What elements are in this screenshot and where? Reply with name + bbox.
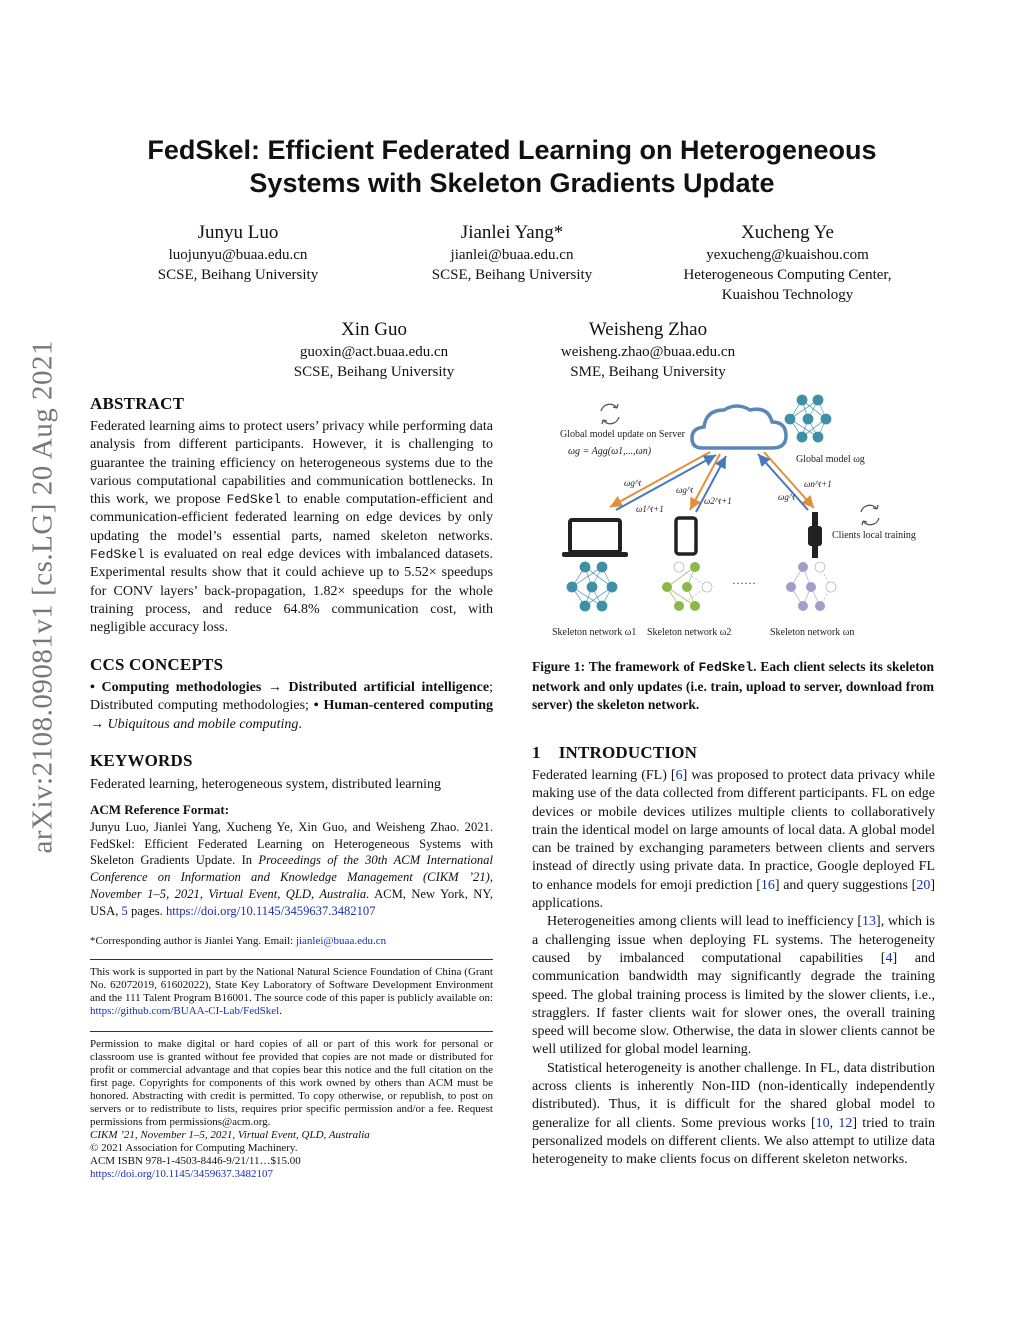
paragraph: Statistical heterogeneity is another challenge. In FL, data distribution across clients is inherently Non-IID (non-identically independently distributed). Thus, it is difficult for the shared global model to generalize for all clients. Some previous works [10, 12] tried to train personalized models on different clients. We also attempt to utilize data heterogeneity to make clients focus on different skeleton networks. <box>532 1060 936 1168</box>
skeleton-label: Skeleton network ω1 <box>552 627 637 638</box>
citation-link[interactable]: 10 <box>815 1115 830 1131</box>
skeleton-network-1 <box>567 562 617 611</box>
author-affiliation: SCSE, Beihang University <box>293 364 455 380</box>
permission-doi-link[interactable]: https://doi.org/10.1145/3459637.3482107 <box>90 1168 274 1180</box>
figure-caption: Figure 1: The framework of FedSkel. Each client selects its skeleton network and only updates (i.e. train, upload to server, download from server) the skeleton network. <box>532 659 934 712</box>
author-affiliation: Heterogeneous Computing Center, <box>683 267 892 283</box>
laptop-icon <box>562 520 628 557</box>
citation-link[interactable]: 12 <box>838 1115 853 1131</box>
arrow-label: ωg^t <box>778 492 796 502</box>
keywords-heading: KEYWORDS <box>90 751 193 770</box>
paragraph: Heterogeneities among clients will lead to inefficiency [13], which is a challenging issue when deploying FL systems. The heterogeneity caused by imbalanced computational capabilities [4] and communication bandwidth may significantly degrade the training speed. The global training process is limited by the slower clients, i.e., stragglers. If faster clients wait for slower ones, the overall training speed will become slow. Otherwise, the data in slower clients cannot be well utilized for global model learning. <box>532 914 935 1058</box>
author-email: yexucheng@kuaishou.com <box>706 247 869 263</box>
citation-link[interactable]: 20 <box>916 877 931 893</box>
permission-note: Permission to make digital or hard copies of all or part of this work for personal or classroom use is granted without fee provided that copies are not made or distributed for profit or commercial advantage and that copies bear this notice and the full citation on the first page. Copyrights for components of this work owned by others than ACM must be honored. Abstracting with credit is permitted. To copy otherwise, or republish, to post on servers or to redistribute to lists, requires prior specific permission and/or a fee. Request permissions from permissions@acm.org. CIKM ’21, November 1–5, 2021, Virtual Event, QLD, Australia © 2021 Association for Computing Machinery. ACM ISBN 978-1-4503-8446-9/21/11…$15.00 https://doi.org/10.1145/3459637.3482107 <box>90 1038 493 1180</box>
citation-link[interactable]: 6 <box>675 768 683 783</box>
paragraph: Federated learning (FL) [6] was proposed to protect data privacy while making use of the data collected from different participants. FL on edge devices or mobile devices utilizes multiple clients to collaboratively train the identical model on large amounts of local data. A global model can be trained by exchanging parameters between clients and servers instead of directly using private data. In practice, Google deployed FL to enhance models for emoji prediction [16] and query suggestions [20] applications. <box>532 768 935 912</box>
author-email: jianlei@buaa.edu.cn <box>450 247 574 263</box>
global-model-network <box>785 395 831 442</box>
skeleton-network-n <box>786 562 836 611</box>
paper-title: FedSkel: Efficient Federated Learning on Heterogeneous Systems with Skeleton Gradients Update <box>147 135 877 198</box>
intro-text <box>532 767 935 1170</box>
pages-link[interactable]: 5 <box>121 903 128 918</box>
arrow-label: ω1^t+1 <box>636 504 664 514</box>
citation-link[interactable]: 4 <box>885 950 893 966</box>
agg-formula: ωg = Agg(ω1,...,ωn) <box>568 446 652 457</box>
framework-figure <box>532 392 936 644</box>
footnote: *Corresponding author is Jianlei Yang. Email: jianlei@buaa.edu.cn <box>90 935 387 947</box>
arrow-label: ωn^t+1 <box>804 479 832 489</box>
keywords-text: Federated learning, heterogeneous system, distributed learning <box>90 777 442 792</box>
divider <box>90 959 493 960</box>
smartwatch-icon <box>808 512 822 558</box>
refresh-icon <box>861 505 879 525</box>
ellipsis: …… <box>732 573 756 587</box>
author-block <box>274 318 474 382</box>
github-link[interactable]: https://github.com/BUAA-CI-Lab/FedSkel <box>90 1005 280 1017</box>
ccs-text: • Computing methodologies → Distributed artificial intelligence; Distributed computing methodologies; • Human-centered computing → Ubiquitous and mobile computing. <box>90 680 493 732</box>
author-name: Xucheng Ye <box>741 222 834 243</box>
footnote-email-link[interactable]: jianlei@buaa.edu.cn <box>295 935 387 947</box>
global-model-label: Global model ωg <box>796 454 865 465</box>
cloud-icon <box>692 406 786 448</box>
divider <box>90 1031 493 1032</box>
refresh-icon <box>601 404 619 424</box>
author-name: Junyu Luo <box>197 222 279 243</box>
author-affiliation: SCSE, Beihang University <box>157 267 319 283</box>
clients-label: Clients local training <box>832 530 916 541</box>
author-block <box>538 318 758 382</box>
author-block <box>138 221 338 285</box>
author-affiliation: SCSE, Beihang University <box>431 267 593 283</box>
skeleton-label: Skeleton network ω2 <box>647 627 732 638</box>
skeleton-label: Skeleton network ωn <box>770 627 855 638</box>
author-email: luojunyu@buaa.edu.cn <box>168 247 308 263</box>
ccs-heading: CCS CONCEPTS <box>90 655 224 674</box>
acm-ref-text: Junyu Luo, Jianlei Yang, Xucheng Ye, Xin Guo, and Weisheng Zhao. 2021. FedSkel: Efficient Federated Learning on Heterogeneous Systems with Skeleton Gradients Update. In Proceedings of the 30th ACM International Conference on Information and Knowledge Management (CIKM ’21), November 1–5, 2021, Virtual Event, QLD, Australia. ACM, New York, NY, USA, 5 pages. https://doi.org/10.1145/3459637.3482107 <box>90 820 493 918</box>
server-label: Global model update on Server <box>560 429 685 440</box>
abstract-text: Federated learning aims to protect users’ privacy while performing data analysis from different participants. However, it is challenging to guarantee the training efficiency on heterogeneous systems due to the various computational capabilities and communication bottlenecks. In this work, we propose FedSkel to enable computation-efficient and communication-efficient federated learning on edge devices by only updating the model’s essential parts, named skeleton networks. FedSkel is evaluated on real edge devices with imbalanced datasets. Experimental results show that it could achieve up to 5.52× speedups for CONV layers’ back-propagation, 1.82× speedups for the whole training process, and reduce 64.8% communication cost, with negligible accuracy loss. <box>90 419 493 636</box>
abstract-heading: ABSTRACT <box>90 394 185 413</box>
author-name: Weisheng Zhao <box>588 319 708 340</box>
arrow-label: ωg^t <box>624 478 642 488</box>
author-block <box>660 221 915 305</box>
author-name: Jianlei Yang* <box>460 222 564 243</box>
author-affiliation: Kuaishou Technology <box>721 287 854 303</box>
arrow-label: ωg^t <box>676 485 694 495</box>
author-block <box>412 221 612 285</box>
support-note: This work is supported in part by the National Natural Science Foundation of China (Grant No. 62072019, 61602022), State Key Laboratory of Software Development Environment and the 111 Talent Program B16001. The source code of this paper is publicly available on: https://github.com/BUAA-CI-Lab/FedSkel. <box>90 966 493 1017</box>
author-name: Xin Guo <box>341 319 407 340</box>
author-email: guoxin@act.buaa.edu.cn <box>299 344 449 360</box>
author-email: weisheng.zhao@buaa.edu.cn <box>560 344 736 360</box>
arrow-label: ω2^t+1 <box>704 496 732 506</box>
citation-link[interactable]: 13 <box>862 914 877 930</box>
citation-link[interactable]: 16 <box>760 877 775 893</box>
acm-ref-heading: ACM Reference Format: <box>90 802 230 817</box>
skeleton-network-2 <box>662 562 712 611</box>
author-affiliation: SME, Beihang University <box>570 364 726 380</box>
phone-icon <box>676 518 696 554</box>
doi-link[interactable]: https://doi.org/10.1145/3459637.3482107 <box>165 903 376 918</box>
intro-heading: 1 INTRODUCTION <box>532 743 698 762</box>
arxiv-stamp: arXiv:2108.09081v1 [cs.LG] 20 Aug 2021 <box>26 339 59 854</box>
